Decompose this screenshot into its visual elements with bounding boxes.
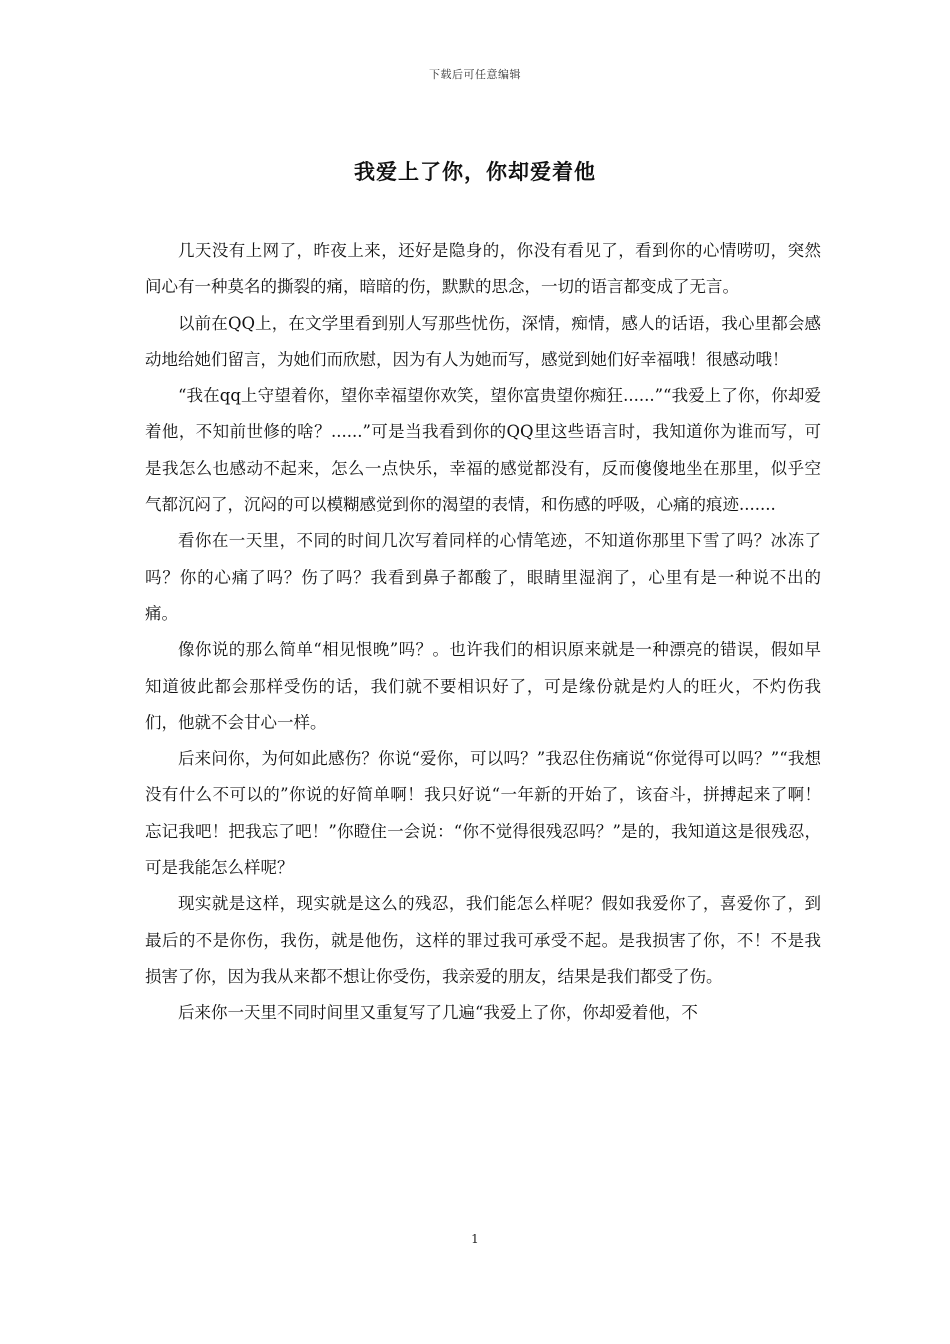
paragraph: 后来你一天里不同时间里又重复写了几遍“我爱上了你，你却爱着他，不 [178, 1003, 698, 1023]
paragraph: 以前在QQ上，在文学里看到别人写那些忧伤，深情，痴情，感人的话语，我心里都会感动地给她们留言，为她们而欣慰，因为有人为她而写，感觉到她们好幸福哦！很感动哦！ [145, 313, 821, 369]
page-number: 1 [471, 1232, 479, 1246]
paragraph: “我在qq上守望着你，望你幸福望你欢笑，望你富贵望你痴狂......”“我爱上了你，你却爱着他，不知前世修的啥？......”可是当我看到你的QQ里这些语言时，我知道你为谁而写，可是我怎么也感动不起来，怎么一点快乐，幸福的感觉都没有，反而傻傻地坐在那里，似乎空气都沉闷了，沉闷的可以模糊感觉到你的渴望的表情，和伤感的呼吸，心痛的痕迹....... [145, 386, 821, 515]
page-header: 下载后可任意编辑 [429, 68, 521, 81]
paragraph: 几天没有上网了，昨夜上来，还好是隐身的，你没有看见了，看到你的心情唠叨，突然间心有一种莫名的撕裂的痛，暗暗的伤，默默的思念，一切的语言都变成了无言。 [145, 241, 821, 297]
document-body [145, 233, 821, 1032]
paragraph: 看你在一天里，不同的时间几次写着同样的心情笔迹，不知道你那里下雪了吗？冰冻了吗？你的心痛了吗？伤了吗？我看到鼻子都酸了，眼睛里湿润了，心里有是一种说不出的痛。 [145, 531, 821, 623]
paragraph: 后来问你，为何如此感伤？你说“爱你，可以吗？”我忍住伤痛说“你觉得可以吗？”“我想没有什么不可以的”你说的好简单啊！我只好说“一年新的开始了，该奋斗，拼搏起来了啊！忘记我吧！把我忘了吧！”你瞪住一会说：“你不觉得很残忍吗？”是的，我知道这是很残忍，可是我能怎么样呢？ [145, 749, 821, 878]
paragraph: 像你说的那么简单“相见恨晚”吗？。也许我们的相识原来就是一种漂亮的错误，假如早知道彼此都会那样受伤的话，我们就不要相识好了，可是缘份就是灼人的旺火，不灼伤我们，他就不会甘心一样。 [145, 640, 821, 732]
paragraph: 现实就是这样，现实就是这么的残忍，我们能怎么样呢？假如我爱你了，喜爱你了，到最后的不是你伤，我伤，就是他伤，这样的罪过我可承受不起。是我损害了你，不！不是我损害了你，因为我从来都不想让你受伤，我亲爱的朋友，结果是我们都受了伤。 [145, 894, 821, 986]
document-title: 我爱上了你，你却爱着他 [354, 159, 596, 184]
